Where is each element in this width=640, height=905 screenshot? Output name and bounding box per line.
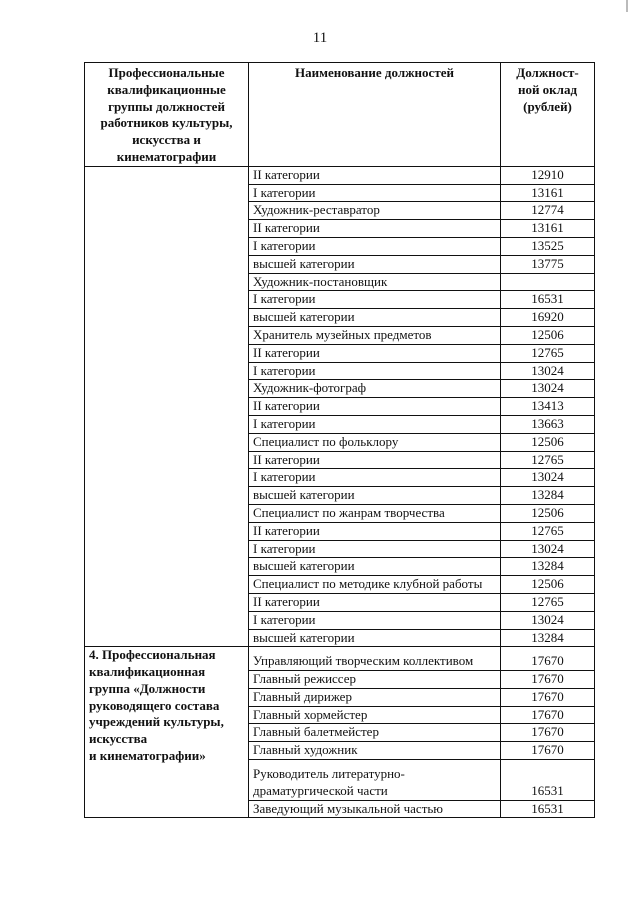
position-name: Руководитель литературно-драматургической части: [249, 760, 501, 801]
salary-value: 13161: [501, 184, 595, 202]
salary-value: 12506: [501, 326, 595, 344]
scan-mark: [626, 0, 628, 12]
salary-value: 12910: [501, 166, 595, 184]
salary-value: 12765: [501, 344, 595, 362]
salary-value: 13663: [501, 415, 595, 433]
position-name: II категории: [249, 220, 501, 238]
salary-value: 12506: [501, 504, 595, 522]
table-row: [85, 647, 595, 671]
salary-value: 13161: [501, 220, 595, 238]
salary-value: 13024: [501, 362, 595, 380]
salary-value: 12765: [501, 593, 595, 611]
position-name: Хранитель музейных предметов: [249, 326, 501, 344]
position-name: II категории: [249, 593, 501, 611]
salary-value: 17670: [501, 742, 595, 760]
salary-value: 13775: [501, 255, 595, 273]
salary-table: [84, 62, 595, 818]
salary-value: 16920: [501, 309, 595, 327]
page-number: 11: [312, 30, 328, 46]
salary-value: [501, 273, 595, 291]
position-name: высшей категории: [249, 558, 501, 576]
position-name: Специалист по фольклору: [249, 433, 501, 451]
position-name: I категории: [249, 469, 501, 487]
salary-value: 12774: [501, 202, 595, 220]
salary-value: 12765: [501, 522, 595, 540]
salary-value: 17670: [501, 647, 595, 671]
salary-value: 13024: [501, 611, 595, 629]
position-name: II категории: [249, 166, 501, 184]
salary-value: 13024: [501, 469, 595, 487]
table-header-row: [85, 63, 595, 167]
position-name: Главный балетмейстер: [249, 724, 501, 742]
position-name: II категории: [249, 451, 501, 469]
salary-value: 12506: [501, 433, 595, 451]
salary-value: 13024: [501, 380, 595, 398]
salary-value: 17670: [501, 724, 595, 742]
position-name: Главный режиссер: [249, 671, 501, 689]
position-name: Художник-постановщик: [249, 273, 501, 291]
position-name: Художник-фотограф: [249, 380, 501, 398]
position-name: I категории: [249, 291, 501, 309]
position-name: I категории: [249, 540, 501, 558]
header-position: Наименование должностей: [249, 63, 501, 167]
table-body: [85, 166, 595, 818]
position-name: Управляющий творческим коллективом: [249, 647, 501, 671]
position-name: Специалист по методике клубной работы: [249, 576, 501, 594]
position-name: II категории: [249, 344, 501, 362]
position-name: I категории: [249, 184, 501, 202]
position-name: I категории: [249, 415, 501, 433]
position-name: II категории: [249, 398, 501, 416]
salary-value: 16531: [501, 760, 595, 801]
salary-value: 13284: [501, 487, 595, 505]
header-group: Профессиональные квалификационные группы должностей работников культуры, искусства и кинематографии: [85, 63, 249, 167]
salary-value: 16531: [501, 291, 595, 309]
salary-value: 17670: [501, 671, 595, 689]
position-name: II категории: [249, 522, 501, 540]
salary-value: 13284: [501, 629, 595, 647]
group-cell-continued: [85, 166, 249, 647]
position-name: Главный хормейстер: [249, 706, 501, 724]
position-name: Главный дирижер: [249, 688, 501, 706]
salary-value: 17670: [501, 688, 595, 706]
position-name: высшей категории: [249, 309, 501, 327]
position-name: I категории: [249, 611, 501, 629]
position-name: Главный художник: [249, 742, 501, 760]
salary-value: 13284: [501, 558, 595, 576]
table-row: [85, 166, 595, 184]
salary-value: 16531: [501, 800, 595, 818]
salary-value: 13413: [501, 398, 595, 416]
salary-value: 12506: [501, 576, 595, 594]
position-name: I категории: [249, 237, 501, 255]
group-cell-4: 4. Профессиональная квалификационная группа «Должности руководящего состава учреждений культуры, искусства и кинематографии»: [85, 647, 249, 818]
position-name: высшей категории: [249, 487, 501, 505]
salary-value: 12765: [501, 451, 595, 469]
position-name: высшей категории: [249, 629, 501, 647]
position-name: высшей категории: [249, 255, 501, 273]
position-name: Художник-реставратор: [249, 202, 501, 220]
salary-value: 13525: [501, 237, 595, 255]
position-name: Заведующий музыкальной частью: [249, 800, 501, 818]
header-salary: Должност- ной оклад (рублей): [501, 63, 595, 167]
salary-value: 17670: [501, 706, 595, 724]
position-name: I категории: [249, 362, 501, 380]
position-name: Специалист по жанрам творчества: [249, 504, 501, 522]
salary-value: 13024: [501, 540, 595, 558]
